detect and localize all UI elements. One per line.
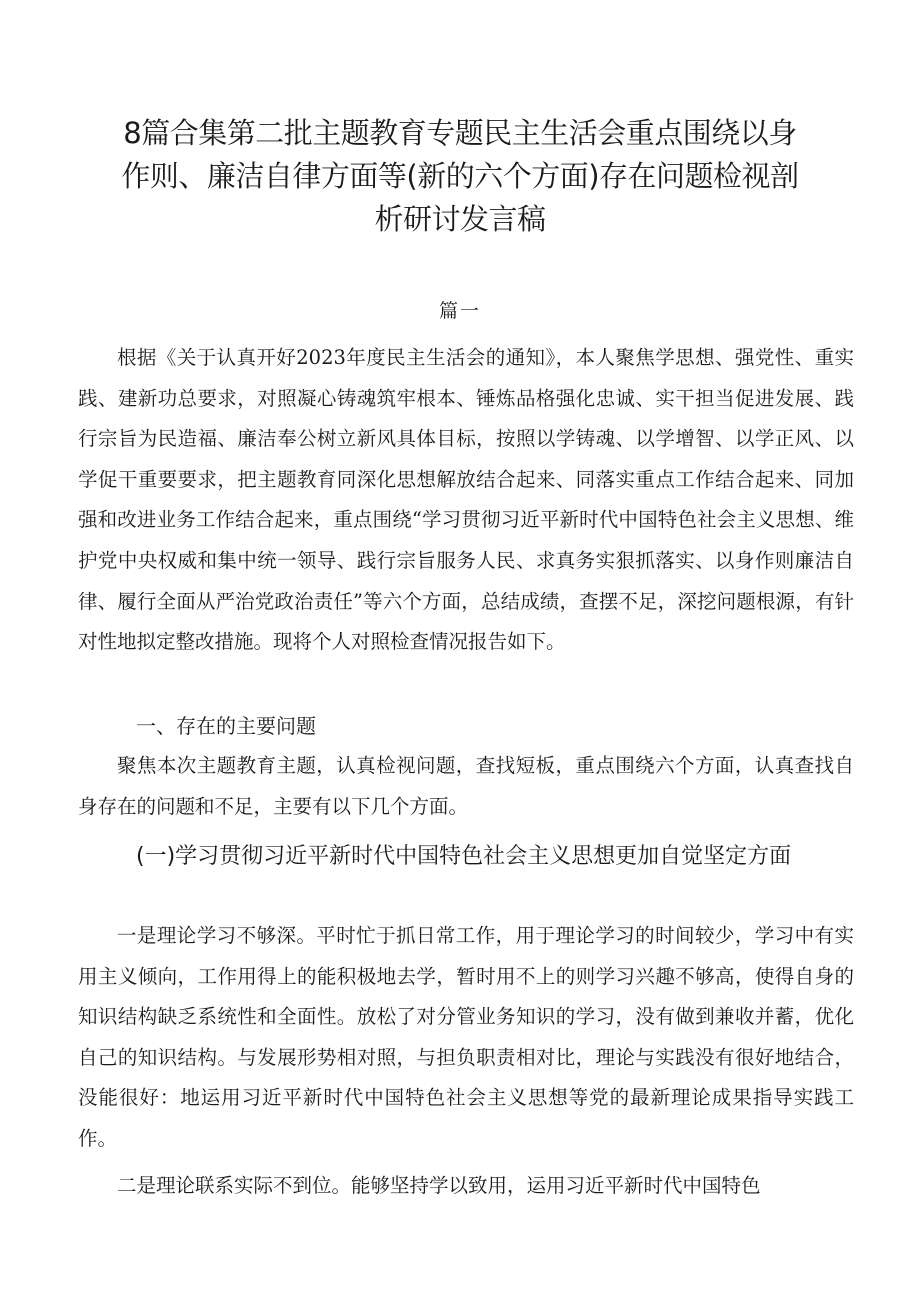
focus-paragraph: 聚焦本次主题教育主题，认真检视问题，查找短板，重点围绕六个方面，认真查找自身存在的问题和不足，主要有以下几个方面。 [78,754,854,818]
point-one-paragraph: 一是理论学习不够深。平时忙于抓日常工作，用于理论学习的时间较少，学习中有实用主义倾向，工作用得上的能积极地去学，暂时用不上的则学习兴趣不够高，使得自身的知识结构缺乏系统性和全面性。放松了对分管业务知识的学习，没有做到兼收并蓄，优化自己的知识结构。与发展形势相对照，与担负职责相对比，理论与实践没有很好地结合，没能很好：地运用习近平新时代中国特色社会主义思想等党的最新理论成果指导实践工作。 [78,924,854,1150]
document-title: 8篇合集第二批主题教育专题民主生活会重点围绕以身作则、廉洁自律方面等(新的六个方面)存在问题检视剖析研讨发言稿 [121,116,799,236]
subsection-heading: (一)学习贯彻习近平新时代中国特色社会主义思想更加自觉坚定方面 [136,844,792,869]
main-problems-heading: 一、存在的主要问题 [136,714,316,738]
intro-paragraph: 根据《关于认真开好2023年度民主生活会的通知》，本人聚焦学思想、强党性、重实践、建新功总要求，对照凝心铸魂筑牢根本、锤炼品格强化忠诚、实干担当促进发展、践行宗旨为民造福、廉洁奉公树立新风具体目标，按照以学铸魂、以学增智、以学正风、以学促干重要要求，把主题教育同深化思想解放结合起来、同落实重点工作结合起来、同加强和改进业务工作结合起来，重点围绕“学习贯彻习近平新时代中国特色社会主义思想、维护党中央权威和集中统一领导、践行宗旨服务人民、求真务实狠抓落实、以身作则廉洁自律、履行全面从严治党政治责任”等六个方面，总结成绩，查摆不足，深挖问题根源，有针对性地拟定整改措施。现将个人对照检查情况报告如下。 [78,346,854,654]
section-label: 篇一 [438,300,481,322]
point-two-paragraph: 二是理论联系实际不到位。能够坚持学以致用，运用习近平新时代中国特色 [117,1174,761,1197]
